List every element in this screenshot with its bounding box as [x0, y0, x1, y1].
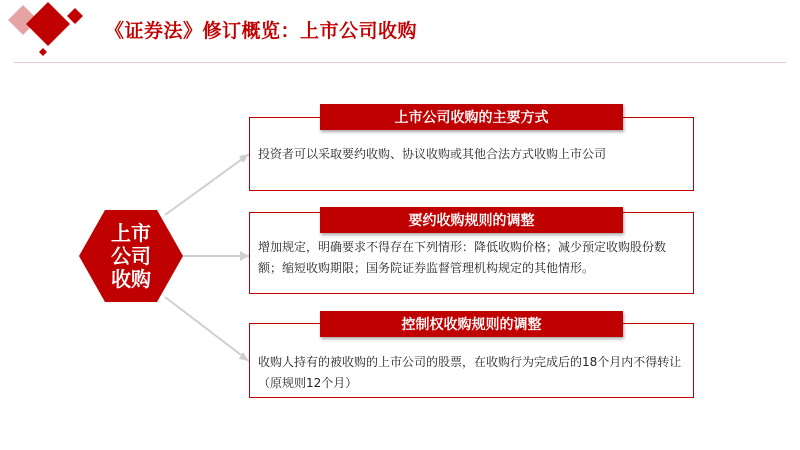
- page-title: 《证券法》修订概览：上市公司收购: [105, 20, 418, 42]
- connector-arrow-bottom: [239, 352, 249, 361]
- center-hexagon: [79, 210, 183, 302]
- connector-line-top: [165, 154, 249, 215]
- section-text-2: 增加规定，明确要求不得存在下列情形：降低收购价格；减少预定收购股份数额；缩短收购期限；国务院证券监督管理机构规定的其他情形。: [258, 240, 667, 275]
- section-header-3: 控制权收购规则的调整: [320, 311, 623, 337]
- center-label-wrap: [79, 210, 183, 302]
- section-header-2: 要约收购规则的调整: [320, 207, 623, 233]
- section-text-1: 投资者可以采取要约收购、协议收购或其他合法方式收购上市公司: [258, 147, 607, 161]
- connector-arrow-top: [239, 154, 249, 163]
- section-text-3: 收购人持有的被收购的上市公司的股票，在收购行为完成后的18个月内不得转让（原规则12个月）: [258, 355, 682, 390]
- connector-arrow-middle: [240, 251, 249, 261]
- center-label: 上市公司收购: [111, 220, 151, 291]
- logo-diamonds-icon: [0, 0, 100, 60]
- connector-line-bottom: [165, 297, 249, 361]
- section-header-1: 上市公司收购的主要方式: [320, 104, 623, 130]
- header-divider: [14, 62, 786, 63]
